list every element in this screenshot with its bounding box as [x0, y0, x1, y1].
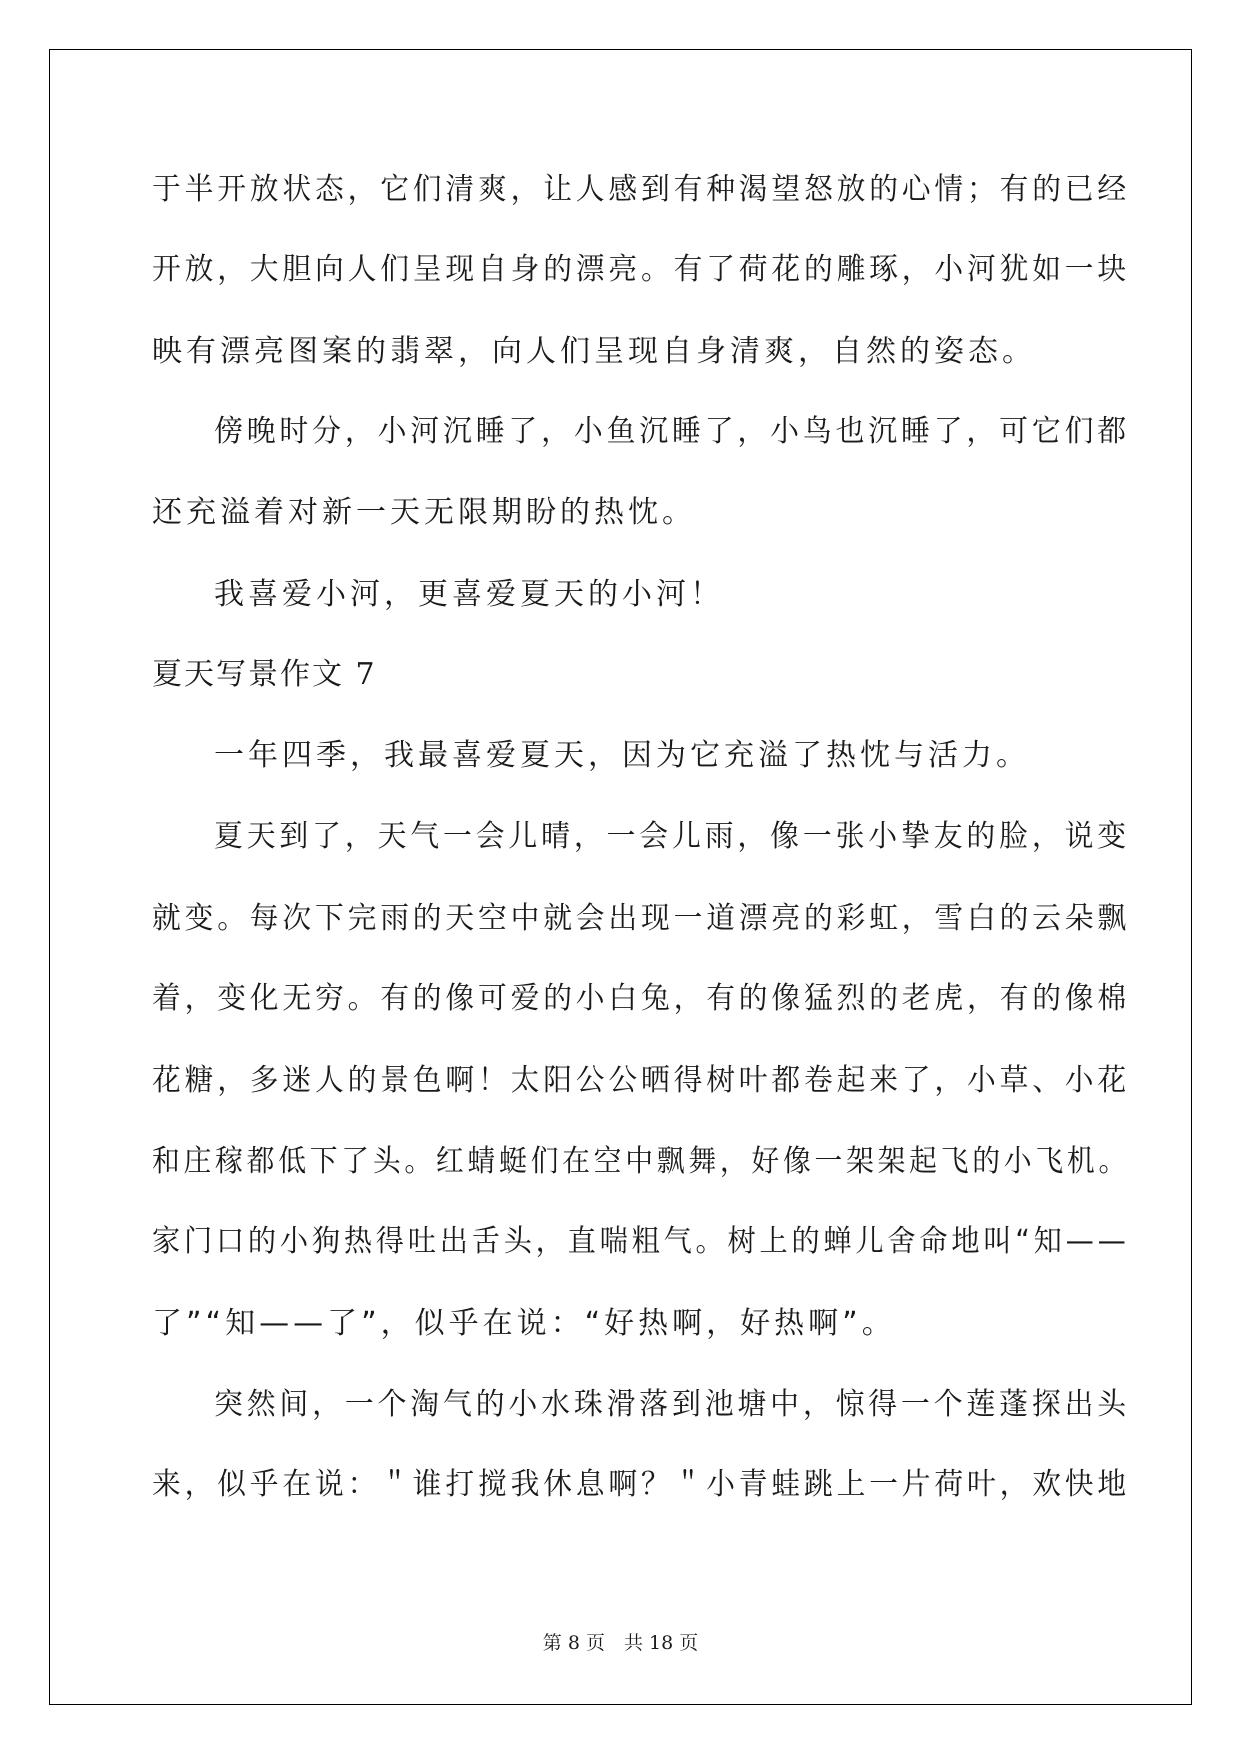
text-line: 家门口的小狗热得吐出舌头，直喘粗气。树上的蝉儿舍命地叫“知——: [152, 1224, 1130, 1259]
section-heading: 夏天写景作文 7: [152, 657, 377, 692]
text-line: 傍晚时分，小河沉睡了，小鱼沉睡了，小鸟也沉睡了，可它们都: [214, 414, 1130, 449]
text-line: 夏天到了，天气一会儿晴，一会儿雨，像一张小挚友的脸，说变: [214, 819, 1130, 854]
text-line: 我喜爱小河，更喜爱夏天的小河！: [214, 577, 724, 612]
text-line: 和庄稼都低下了头。红蜻蜓们在空中飘舞，好像一架架起飞的小飞机。: [152, 1144, 1130, 1179]
text-line: 来，似乎在说：＂谁打搅我休息啊？＂小青蛙跳上一片荷叶，欢快地: [152, 1467, 1130, 1502]
page-number-footer: 第 8 页 共 18 页: [542, 1632, 699, 1654]
text-line: 开放，大胆向人们呈现自身的漂亮。有了荷花的雕琢，小河犹如一块: [152, 252, 1130, 287]
text-line: 着，变化无穷。有的像可爱的小白兔，有的像猛烈的老虎，有的像棉: [152, 981, 1130, 1016]
page-frame: [49, 49, 1192, 1705]
text-line: 突然间，一个淘气的小水珠滑落到池塘中，惊得一个莲蓬探出头: [214, 1387, 1130, 1422]
text-line: 花糖，多迷人的景色啊！太阳公公晒得树叶都卷起来了，小草、小花: [152, 1063, 1130, 1098]
text-line: 了”“知——了”，似乎在说：“好热啊，好热啊”。: [152, 1306, 896, 1341]
text-line: 于半开放状态，它们清爽，让人感到有种渴望怒放的心情；有的已经: [152, 172, 1130, 207]
text-line: 一年四季，我最喜爱夏天，因为它充溢了热忱与活力。: [214, 738, 1030, 773]
text-line: 就变。每次下完雨的天空中就会出现一道漂亮的彩虹，雪白的云朵飘: [152, 901, 1130, 936]
text-line: 映有漂亮图案的翡翠，向人们呈现自身清爽，自然的姿态。: [152, 334, 1036, 369]
text-line: 还充溢着对新一天无限期盼的热忱。: [152, 495, 696, 530]
